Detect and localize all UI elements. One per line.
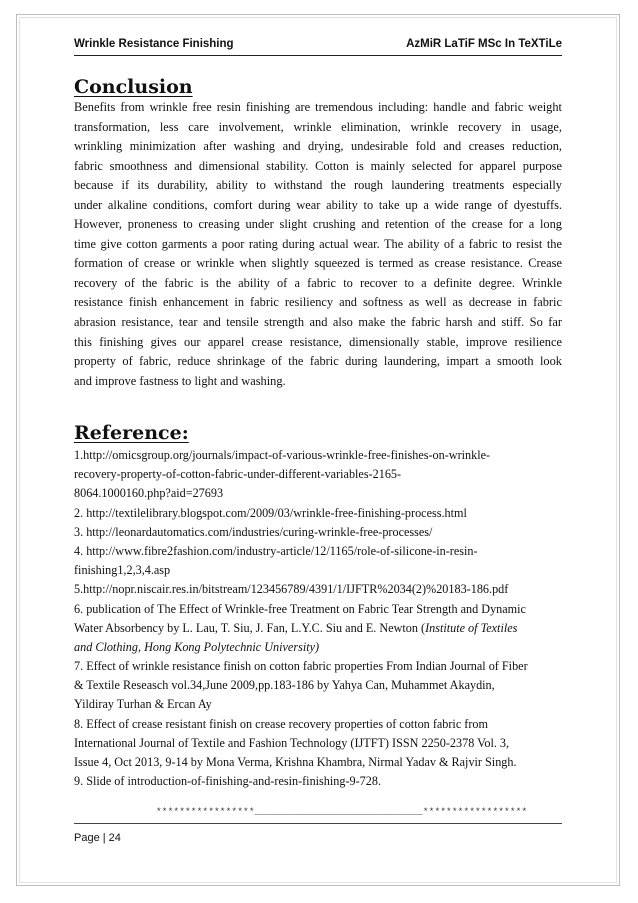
conclusion-line: wrinkling minimization after washing and drying, undesirable fold and creases reduction,	[74, 139, 562, 154]
conclusion-line: transformation, less care involvement, wrinkle elimination, wrinkle recovery in usage,	[74, 119, 562, 134]
reference-line: 2. http://textilelibrary.blogspot.com/2009/03/wrinkle-free-finishing-process.html	[74, 505, 467, 520]
reference-line	[74, 619, 562, 638]
page-number: Page | 24	[74, 832, 121, 844]
conclusion-line: time give cotton garments a poor rating during actual wear. The ability of a fabric to resist the	[74, 236, 562, 251]
reference-line: recovery-property-of-cotton-fabric-under-different-variables-2165-	[74, 467, 402, 482]
reference-line: 9. Slide of introduction-of-finishing-and-resin-finishing-9-728.	[74, 774, 382, 789]
conclusion-line: because if its durability, ability to withstand the rough laundering treatments especially	[74, 178, 562, 193]
conclusion-line: fabric smoothness and dimensional stability. Cotton is mainly selected for apparel purpose	[74, 158, 562, 173]
reference-line: & Textile Reseasch vol.34,June 2009,pp.183-186 by Yahya Can, Muhammet Akaydin,	[74, 678, 495, 693]
reference-heading: Reference:	[74, 422, 189, 444]
reference-line: Issue 4, Oct 2013, 9-14 by Mona Verma, Krishna Khambra, Nirmal Yadav & Rajvir Singh.	[74, 755, 517, 769]
reference-line: Yildiray Turhan & Ercan Ay	[74, 697, 212, 712]
reference-line: 6. publication of The Effect of Wrinkle-free Treatment on Fabric Tear Strength and Dynamic	[74, 601, 526, 616]
conclusion-line: property of fabric, reduce shrinkage of the fabric during laundering, impart a smooth look	[74, 354, 562, 369]
footer-divider	[74, 823, 562, 824]
reference-line: and Clothing, Hong Kong Polytechnic University)	[74, 639, 320, 654]
conclusion-line: Benefits from wrinkle free resin finishing are tremendous including: handle and fabric weight	[74, 100, 562, 114]
conclusion-line: under alkaline conditions, comfort during wear ability to take up a wide range of dyestuffs.	[74, 197, 562, 212]
conclusion-body	[74, 98, 562, 391]
conclusion-line: resistance finish enhancement in fabric resiliency and softness as well as decrease in fabric	[74, 295, 562, 310]
conclusion-heading: Conclusion	[74, 76, 193, 98]
conclusion-line: abrasion resistance, tear and tensile strength and also make the fabric harsh and stiff. So far	[74, 315, 562, 330]
conclusion-line: and improve fastness to light and washing.	[74, 373, 286, 388]
reference-line: 3. http://leonardautomatics.com/industries/curing-wrinkle-free-processes/	[74, 524, 433, 539]
header-title: Wrinkle Resistance Finishing	[74, 38, 234, 50]
header-author: AzMiR LaTiF MSc In TeXTiLe	[406, 38, 562, 50]
reference-line: 4. http://www.fibre2fashion.com/industry-article/12/1165/role-of-silicone-in-resin-	[74, 543, 478, 558]
conclusion-line: this finishing gives our apparel crease resistance, dimensionally stable, improve resilience	[74, 334, 562, 349]
end-separator: *****************_____________________________******************	[156, 806, 528, 817]
conclusion-line: recovery of the fabric is the ability of a fabric to recover to a definite degree. Wrinkle	[74, 275, 562, 290]
reference-text: Water Absorbency by L. Lau, T. Siu, J. Fan, L.Y.C. Siu and E. Newton (	[74, 620, 426, 635]
conclusion-line: However, proneness to creasing under slight crushing and retention of the crease for a long	[74, 217, 562, 232]
reference-line: 5.http://nopr.niscair.res.in/bitstream/123456789/4391/1/IJFTR%2034(2)%20183-186.pdf	[74, 582, 509, 597]
reference-italic-text: Institute of Textiles	[425, 620, 518, 635]
reference-line: 8. Effect of crease resistant finish on crease recovery properties of cotton fabric from	[74, 716, 488, 731]
conclusion-line: formation of crease or wrinkle when slightly squeezed is termed as crease resistance. Crease	[74, 256, 562, 271]
reference-line: finishing1,2,3,4.asp	[74, 563, 171, 578]
reference-list	[74, 446, 562, 791]
reference-line: International Journal of Textile and Fashion Technology (IJTFT) ISSN 2250-2378 Vol. 3,	[74, 735, 510, 750]
reference-line: 7. Effect of wrinkle resistance finish on cotton fabric properties From Indian Journal of Fiber	[74, 659, 528, 674]
header-divider	[74, 55, 562, 56]
reference-line: 1.http://omicsgroup.org/journals/impact-of-various-wrinkle-free-finishes-on-wrinkle-	[74, 448, 491, 462]
reference-line: 8064.1000160.php?aid=27693	[74, 486, 224, 501]
